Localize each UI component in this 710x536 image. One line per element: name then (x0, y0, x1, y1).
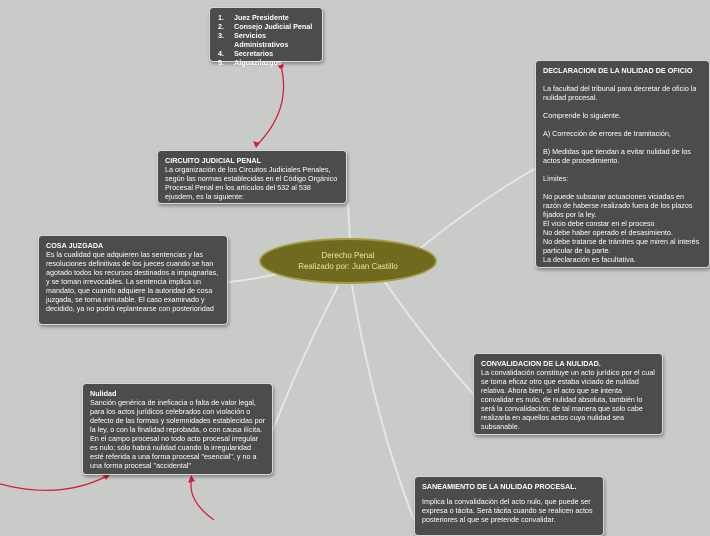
node-title: CIRCUITO JUDICIAL PENAL (165, 156, 261, 165)
arrow-left-to-nulidad (0, 476, 107, 490)
node-text: No debe tratarse de trámites que miren al interés particular de la parte. (543, 237, 700, 255)
convalidacion-node[interactable] (473, 353, 663, 435)
node-text: A) Corrección de errores de tramitación, (543, 129, 671, 138)
arrowhead-nulidad-bottom (188, 475, 195, 483)
central-topic[interactable] (259, 238, 437, 284)
node-title: DECLARACION DE LA NULIDAD DE OFICIO (543, 66, 693, 75)
list-item: 5. Alguazilazgos (218, 58, 282, 67)
circuito-judicial-node[interactable] (157, 150, 347, 204)
arrow-bottom-to-nulidad (191, 477, 214, 520)
central-topic-title: Derecho Penal (321, 251, 375, 260)
declaracion-nulidad-node[interactable] (535, 60, 710, 268)
central-topic-author: Realizado por: Juan Castillo (298, 262, 398, 271)
node-text: La declaración es facultativa. (543, 255, 636, 264)
node-text: Comprende lo siguiente. (543, 111, 621, 120)
cosa-juzgada-node[interactable] (38, 235, 228, 325)
node-text: Límites: (543, 174, 569, 183)
link-center-convalidacion (385, 282, 474, 395)
node-text: La facultad del tribunal para decretar de oficio la nulidad procesal. (543, 84, 697, 102)
link-center-declaracion (418, 168, 536, 250)
node-title: SANEAMIENTO DE LA NULIDAD PROCESAL. (422, 482, 577, 491)
nulidad-node[interactable] (82, 383, 273, 475)
node-title: Nulidad (90, 389, 117, 398)
link-center-circuito (348, 204, 350, 240)
node-text: La convalidación constituye un acto jurídico por el cual se toma eficaz otro que estaba viciado de nulidad relativa. Ahora bien, si el acto que se intenta convalidar es nulo, de nulidad absoluta, también lo será la convalidación; de tal manera que solo cabe realizarla en aquellos actos cuya nulidad sea subsanable. (481, 368, 655, 431)
node-text: No debe haber operado el desasimiento. (543, 228, 673, 237)
node-text: Es la cualidad que adquieren las sentencias y las resoluciones definitivas de los jueces cuando se han agotado todos los recursos destinados a impugnarlas, y se toman irrevocables. La sentencia implica un mandato, que cuando adquiere la autoridad de cosa juzgada, se torna inmutable. El caso examinado y decidido, ya no podrá replantearse con posterioridad (46, 250, 219, 313)
arrow-list-to-circuito (256, 66, 284, 146)
list-item: 3. Servicios Administrativos (218, 31, 289, 49)
node-text: Implica la convalidación del acto nulo, que puede ser expresa o tácita. Será tácita cuando se realicen actos posteriores al que se pretende convalidar. (422, 497, 593, 524)
node-title: CONVALIDACION DE LA NULIDAD. (481, 359, 601, 368)
node-text: B) Medidas que tiendan a evitar nulidad de los actos de procedimiento. (543, 147, 691, 165)
node-text: No puede subsanar actuaciones viciadas en razón de haberse realizado fuera de los plazos fijados por la ley. (543, 192, 693, 219)
list-item: 2. Consejo Judicial Penal (218, 22, 313, 31)
list-item: 1. Juez Presidente (218, 13, 289, 22)
officials-list-node[interactable] (209, 7, 323, 67)
node-text: El vicio debe constar en el proceso (543, 219, 655, 228)
link-center-nulidad (273, 286, 338, 430)
officials-list (218, 13, 314, 67)
node-title: COSA JUZGADA (46, 241, 104, 250)
list-item: 4. Secretarios (218, 49, 274, 58)
saneamiento-node[interactable] (414, 476, 604, 536)
node-text: Sanción genérica de ineficacia o falta de valor legal, para los actos jurídicos celebrados con violación o defecto de las formas y solemnidades establecidas por la ley, o con la finalidad reprobada, o con causa ilícita. En el campo procesal no todo acto procesal irregular es nulo; sólo habrá nulidad cuando la irregularidad esté referida a una forma procesal "esencial", y no a una forma procesal "accidental" (90, 398, 265, 470)
node-text: La organización de los Circuitos Judiciales Penales, según las normas establecidas en el Código Orgánico Procesal Penal en los artículos del 532 al 538 ejusdem, es la siguiente: (165, 165, 338, 201)
link-center-saneamiento (352, 286, 414, 520)
